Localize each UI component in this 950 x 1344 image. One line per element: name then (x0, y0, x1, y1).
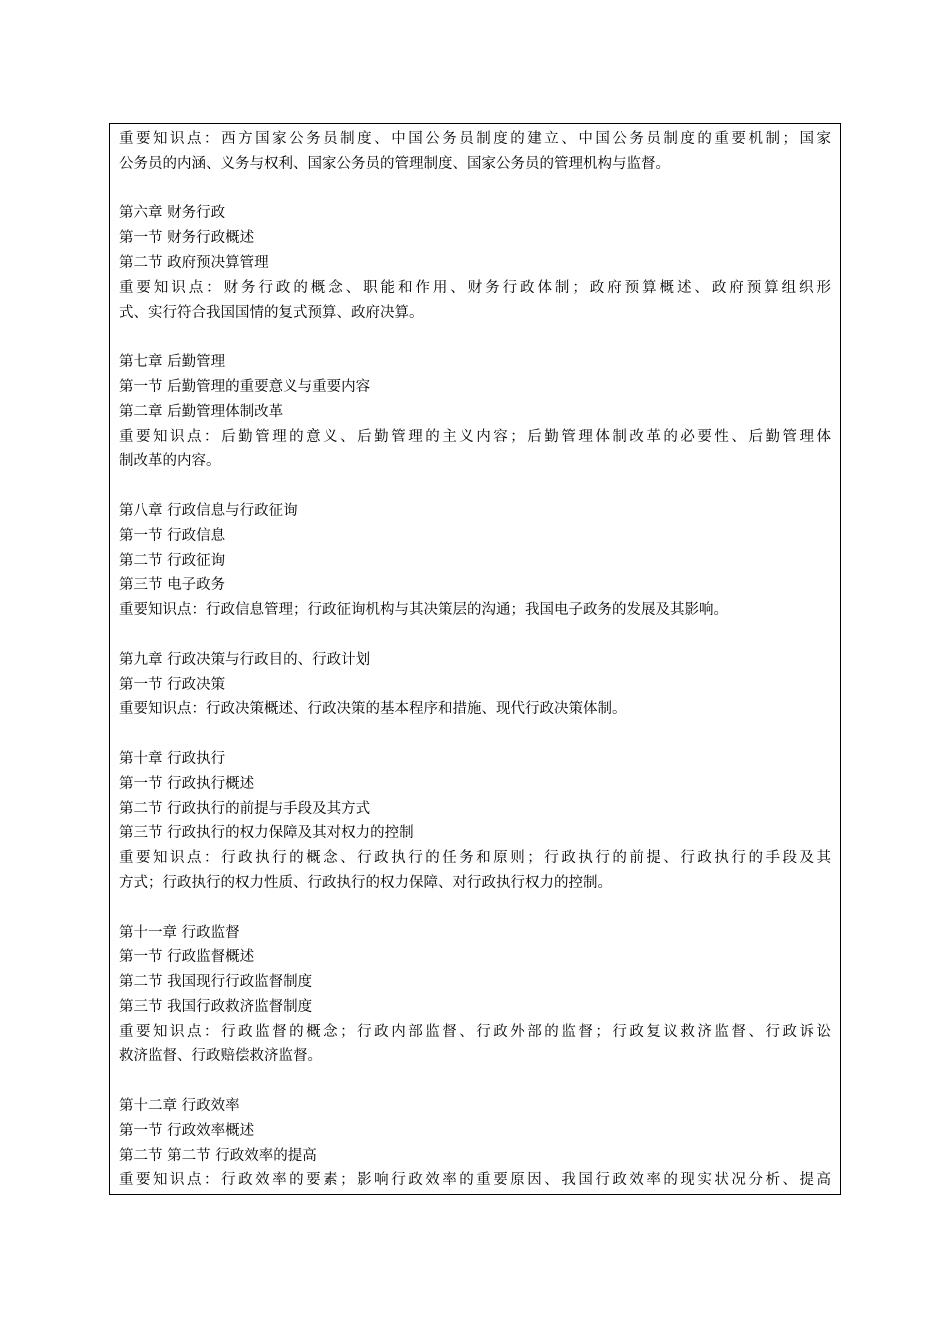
text-line: 第一节 行政执行概述 (119, 775, 255, 792)
text-line: 第六章 财务行政 (119, 205, 226, 222)
blank-line (119, 1069, 831, 1094)
text-line: 第三节 行政执行的权力保障及其对权力的控制 (119, 825, 414, 842)
text-line: 第三节 电子政务 (119, 577, 226, 594)
content-box (109, 123, 841, 1195)
text-line: 第二节 行政执行的前提与手段及其方式 (119, 800, 371, 817)
text-line: 第八章 行政信息与行政征询 (119, 502, 298, 519)
text-line: 公务员的内涵、义务与权利、国家公务员的管理制度、国家公务员的管理机构与监督。 (119, 155, 670, 172)
text-line: 第一节 行政监督概述 (119, 949, 255, 966)
text-line: 重要知识点：行政决策概述、行政决策的基本程序和措施、现代行政决策体制。 (119, 701, 627, 718)
text-line: 第二节 第二节 行政效率的提高 (119, 1147, 317, 1164)
text-line: 第十章 行政执行 (119, 750, 226, 767)
text-line: 第三节 我国行政救济监督制度 (119, 998, 313, 1015)
text-line: 重要知识点：行政效率的要素；影响行政效率的重要原因、我国行政效率的现实状况分析、提高 (119, 1172, 831, 1189)
blank-line (119, 722, 831, 747)
blank-line (119, 177, 831, 202)
text-line: 式、实行符合我国国情的复式预算、政府决算。 (119, 304, 424, 321)
text-line: 第一节 后勤管理的重要意义与重要内容 (119, 378, 371, 395)
text-line: 第二节 行政征询 (119, 552, 226, 569)
text-line: 第二章 后勤管理体制改革 (119, 403, 284, 420)
text-line: 第七章 后勤管理 (119, 354, 226, 371)
document-text (119, 127, 831, 1193)
text-line: 第九章 行政决策与行政目的、行政计划 (119, 651, 371, 668)
text-line: 第二节 政府预决算管理 (119, 254, 269, 271)
blank-line (119, 623, 831, 648)
text-line: 重要知识点：行政信息管理；行政征询机构与其决策层的沟通；我国电子政务的发展及其影响。 (119, 602, 728, 619)
blank-line (119, 325, 831, 350)
text-line: 第一节 行政决策 (119, 676, 226, 693)
text-line: 重要知识点：行政执行的概念、行政执行的任务和原则；行政执行的前提、行政执行的手段及其 (119, 850, 831, 867)
text-line: 救济监督、行政赔偿救济监督。 (119, 1048, 322, 1065)
text-line: 第十二章 行政效率 (119, 1098, 240, 1115)
text-line: 重要知识点：后勤管理的意义、后勤管理的主义内容；后勤管理体制改革的必要性、后勤管理体 (119, 428, 831, 445)
text-line: 第一节 行政效率概述 (119, 1122, 255, 1139)
blank-line (119, 474, 831, 499)
blank-line (119, 896, 831, 921)
text-line: 方式；行政执行的权力性质、行政执行的权力保障、对行政执行权力的控制。 (119, 874, 612, 891)
text-line: 重要知识点：西方国家公务员制度、中国公务员制度的建立、中国公务员制度的重要机制；国家 (119, 131, 831, 147)
text-line: 第二节 我国现行行政监督制度 (119, 974, 313, 991)
text-line: 制改革的内容。 (119, 453, 221, 470)
text-line: 第一节 财务行政概述 (119, 230, 255, 247)
text-line: 重要知识点：行政监督的概念；行政内部监督、行政外部的监督；行政复议救济监督、行政诉讼 (119, 1023, 831, 1040)
text-line: 第一节 行政信息 (119, 527, 226, 544)
text-line: 重要知识点：财务行政的概念、职能和作用、财务行政体制；政府预算概述、政府预算组织形 (119, 279, 831, 296)
text-line: 第十一章 行政监督 (119, 924, 240, 941)
